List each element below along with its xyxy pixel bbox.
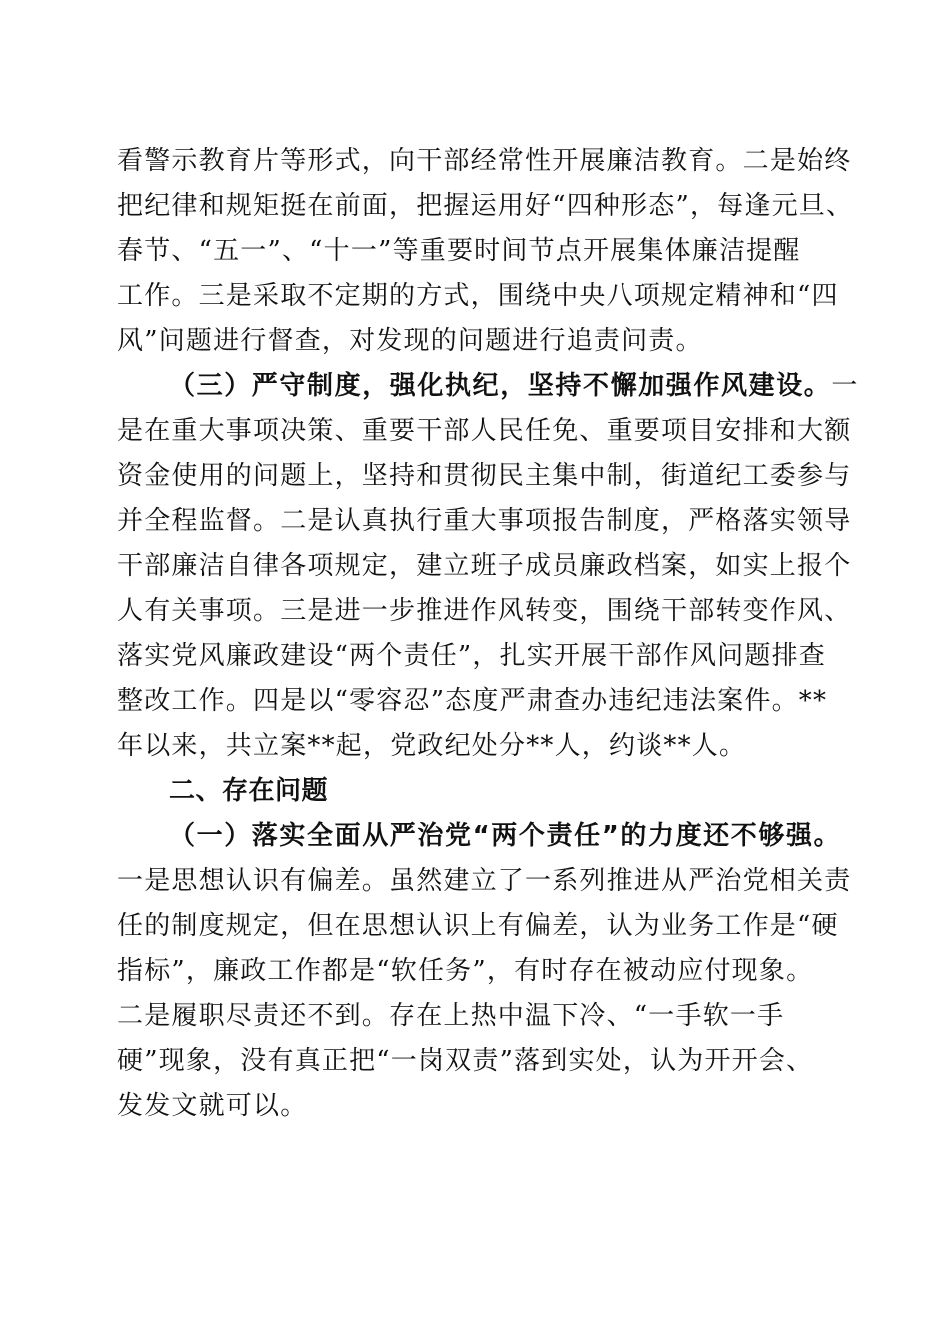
paragraph-line: 是在重大事项决策、重要干部人民任免、重要项目安排和大额 bbox=[117, 416, 852, 446]
paragraph-line: 硬”现象，没有真正把“一岗双责”落到实处，认为开开会、 bbox=[117, 1046, 814, 1076]
paragraph-line: 资金使用的问题上，坚持和贯彻民主集中制，街道纪工委参与 bbox=[117, 461, 852, 491]
section-three-first-line bbox=[169, 371, 859, 401]
paragraph-line: 工作。三是采取不定期的方式，围绕中央八项规定精神和“四 bbox=[117, 281, 839, 311]
paragraph-line: 落实党风廉政建设“两个责任”，扎实开展干部作风问题排查 bbox=[117, 641, 826, 671]
section-three-lead: （三）严守制度，强化执纪，坚持不懈加强作风建设。 bbox=[169, 371, 832, 401]
paragraph-line: 二是履职尽责还不到。存在上热中温下冷、“一手软一手 bbox=[117, 1001, 785, 1031]
paragraph-line: 年以来，共立案**起，党政纪处分**人，约谈**人。 bbox=[117, 731, 747, 761]
paragraph-line: 指标”，廉政工作都是“软任务”，有时存在被动应付现象。 bbox=[117, 956, 814, 986]
paragraph-line: 并全程监督。二是认真执行重大事项报告制度，严格落实领导 bbox=[117, 506, 852, 536]
section-three-first-line-rest: 一 bbox=[831, 371, 859, 401]
paragraph-line: 任的制度规定，但在思想认识上有偏差，认为业务工作是“硬 bbox=[117, 911, 839, 941]
paragraph-line: 整改工作。四是以“零容忍”态度严肃查办违纪违法案件。** bbox=[117, 686, 828, 716]
paragraph-line: 把纪律和规矩挺在前面，把握运用好“四种形态”，每逢元旦、 bbox=[117, 191, 854, 221]
paragraph-line: 干部廉洁自律各项规定，建立班子成员廉政档案，如实上报个 bbox=[117, 551, 852, 581]
paragraph-line: 人有关事项。三是进一步推进作风转变，围绕干部转变作风、 bbox=[117, 596, 852, 626]
paragraph-line: 风”问题进行督查，对发现的问题进行追责问责。 bbox=[117, 326, 703, 356]
problem-one-lead: （一）落实全面从严治党“两个责任”的力度还不够强。 bbox=[169, 821, 842, 851]
paragraph-line: 看警示教育片等形式，向干部经常性开展廉洁教育。二是始终 bbox=[117, 146, 852, 176]
paragraph-line: 一是思想认识有偏差。虽然建立了一系列推进从严治党相关责 bbox=[117, 866, 852, 896]
paragraph-line: 发发文就可以。 bbox=[117, 1091, 308, 1121]
paragraph-line: 春节、“五一”、“十一”等重要时间节点开展集体廉洁提醒 bbox=[117, 236, 801, 266]
section-heading: 二、存在问题 bbox=[169, 776, 329, 806]
